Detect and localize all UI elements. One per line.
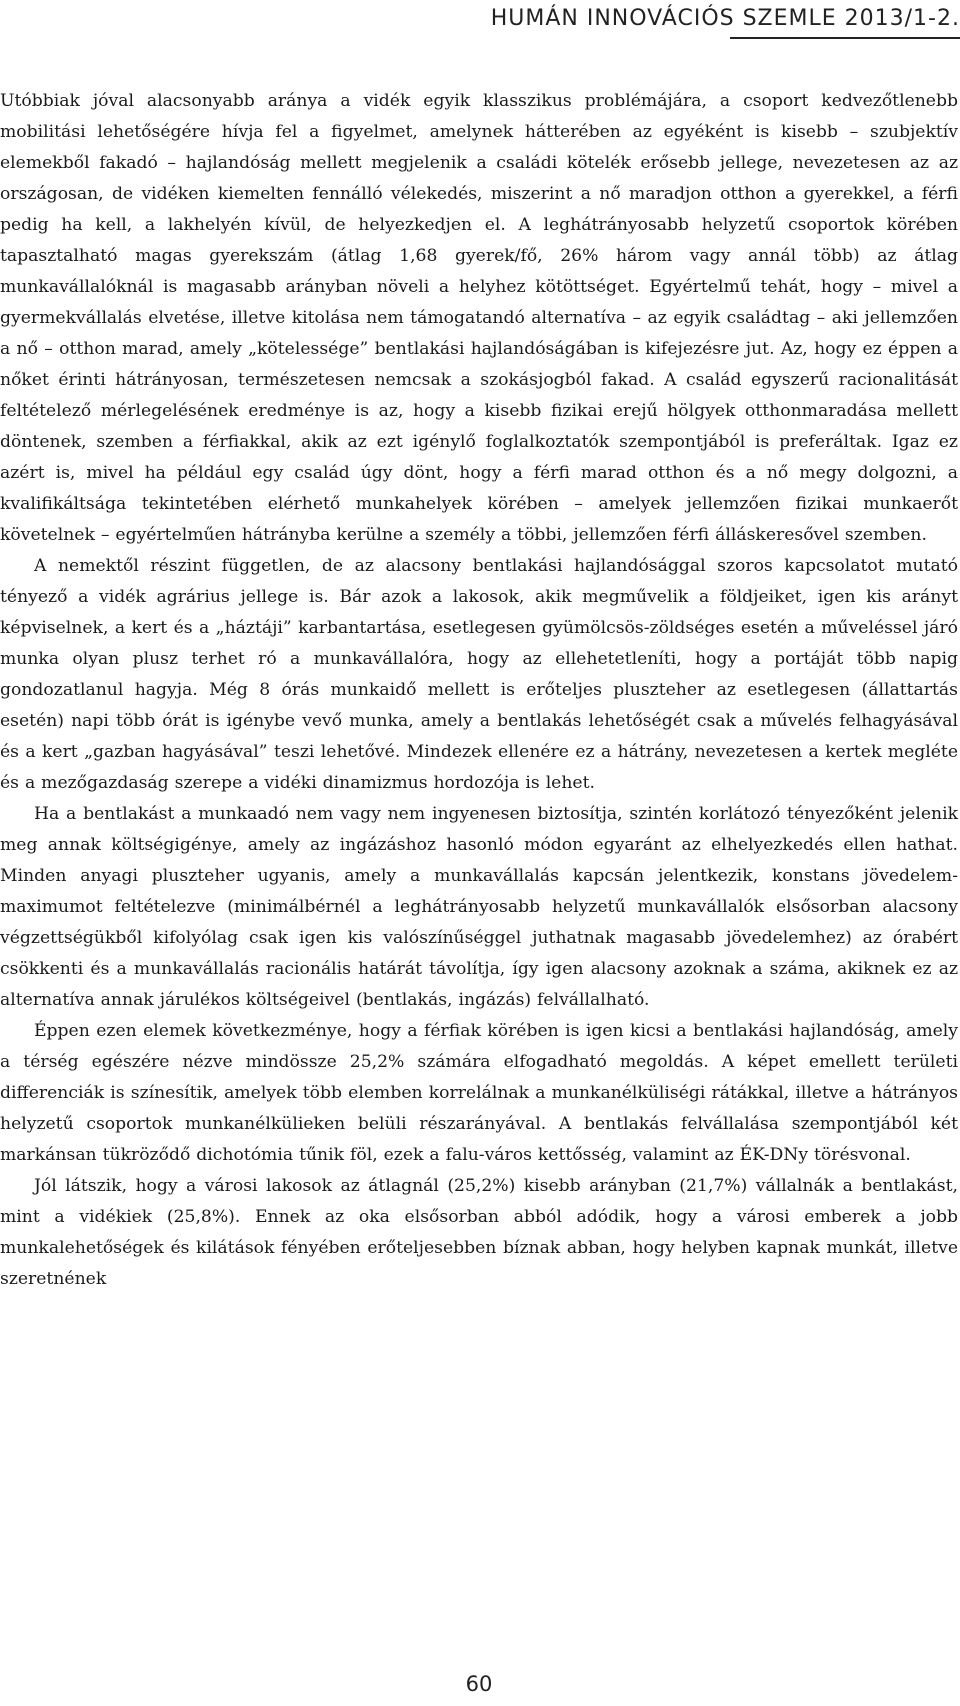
- header-rule: [730, 37, 960, 39]
- paragraph-1: Utóbbiak jóval alacsonyabb aránya a vidék egyik klasszikus problémájára, a csoport kedvezőtlenebb mobilitási lehetőségére hívja fel a figyelmet, amelynek hátterében az egyéként is kisebb – szubjektív elemekből fakadó – hajlandóság mellett megjelenik a családi kötelék erősebb jellege, nevezetesen az az országosan, de vidéken kiemelten fennálló vélekedés, miszerint a nő maradjon otthon a gyerekkel, a férfi pedig ha kell, a lakhelyén kívül, de helyezkedjen el. A leghátrányosabb helyzetű csoportok körében tapasztalható magas gyerekszám (átlag 1,68 gyerek/fő, 26% három vagy annál több) az átlag munkavállalóknál is magasabb arányban növeli a helyhez kötöttséget. Egyértelmű tehát, hogy – mivel a gyermekvállalás elvetése, illetve kitolása nem támogatandó alternatíva – az egyik családtag – aki jellemzően a nő – otthon marad, amely „kötelessége” bentlakási hajlandóságában is kifejezésre jut. Az, hogy ez éppen a nőket érinti hátrányosan, természetesen nemcsak a szokásjogból fakad. A család egyszerű racionalitását feltételező mérlegelésének eredménye is az, hogy a kisebb fizikai erejű hölgyek otthonmaradása mellett döntenek, szemben a férfiakkal, akik az ezt igénylő foglalkoztatók szempontjából is preferáltak. Igaz ez azért is, mivel ha például egy család úgy dönt, hogy a férfi marad otthon és a nő megy dolgozni, a kvalifikáltsága tekintetében elérhető munkahelyek körében – amelyek jellemzően fizikai munkaerőt követelnek – egyértelműen hátrányba kerülne a személy a többi, jellemzően férfi álláskeresővel szemben.: [0, 91, 958, 545]
- page-header: [0, 0, 960, 40]
- paragraph-3: Ha a bentlakást a munkaadó nem vagy nem ingyenesen biztosítja, szintén korlátozó tényezőként jelenik meg annak költségigénye, amely az ingázáshoz hasonló módon egyaránt az elhelyezkedés ellen hathat. Minden anyagi pluszteher ugyanis, amely a munkavállalás kapcsán jelentkezik, konstans jövedelem-maximumot feltételezve (minimálbérnél a leghátrányosabb helyzetű munkavállalók elsősorban alacsony végzettségükből kifolyólag csak igen kis valószínűséggel juthatnak magasabb jövedelemhez) az órabért csökkenti és a munkavállalás racionális határát távolítja, így igen alacsony azoknak a száma, akiknek ez az alternatíva annak járulékos költségeivel (bentlakás, ingázás) felvállalható.: [0, 804, 958, 1010]
- article-body: [0, 86, 958, 1295]
- journal-title: HUMÁN INNOVÁCIÓS SZEMLE 2013/1-2.: [490, 6, 960, 31]
- paragraph-2: A nemektől részint független, de az alacsony bentlakási hajlandósággal szoros kapcsolatot mutató tényező a vidék agrárius jellege is. Bár azok a lakosok, akik megművelik a földjeiket, igen kis arányt képviselnek, a kert és a „háztáji” karbantartása, esetlegesen gyümölcsös-zöldséges esetén a műveléssel járó munka olyan plusz terhet ró a munkavállalóra, hogy az ellehetetleníti, hogy a portáját több napig gondozatlanul hagyja. Még 8 órás munkaidő mellett is erőteljes pluszteher az esetlegesen (állattartás esetén) napi több órát is igénybe vevő munka, amely a bentlakás lehetőségét csak a művelés felhagyásával és a kert „gazban hagyásával” teszi lehetővé. Mindezek ellenére ez a hátrány, nevezetesen a kertek megléte és a mezőgazdaság szerepe a vidéki dinamizmus hordozója is lehet.: [0, 556, 958, 793]
- paragraph-5: Jól látszik, hogy a városi lakosok az átlagnál (25,2%) kisebb arányban (21,7%) vállalnák a bentlakást, mint a vidékiek (25,8%). Ennek az oka elsősorban abból adódik, hogy a városi emberek a jobb munkalehetőségek és kilátások fényében erőteljesebben bíznak abban, hogy helyben kapnak munkát, illetve szeretnének: [0, 1176, 958, 1289]
- paragraph-4: Éppen ezen elemek következménye, hogy a férfiak körében is igen kicsi a bentlakási hajlandóság, amely a térség egészére nézve mindössze 25,2% számára elfogadható megoldás. A képet emellett területi differenciák is színesítik, amelyek több elemben korrelálnak a munkanélküliségi rátákkal, illetve a hátrányos helyzetű csoportok munkanélkülieken belüli részarányával. A bentlakás felvállalása szempontjából két markánsan tükröződő dichotómia tűnik föl, ezek a falu-város kettősség, valamint az ÉK-DNy törésvonal.: [0, 1021, 958, 1165]
- page-number: 60: [465, 1672, 493, 1696]
